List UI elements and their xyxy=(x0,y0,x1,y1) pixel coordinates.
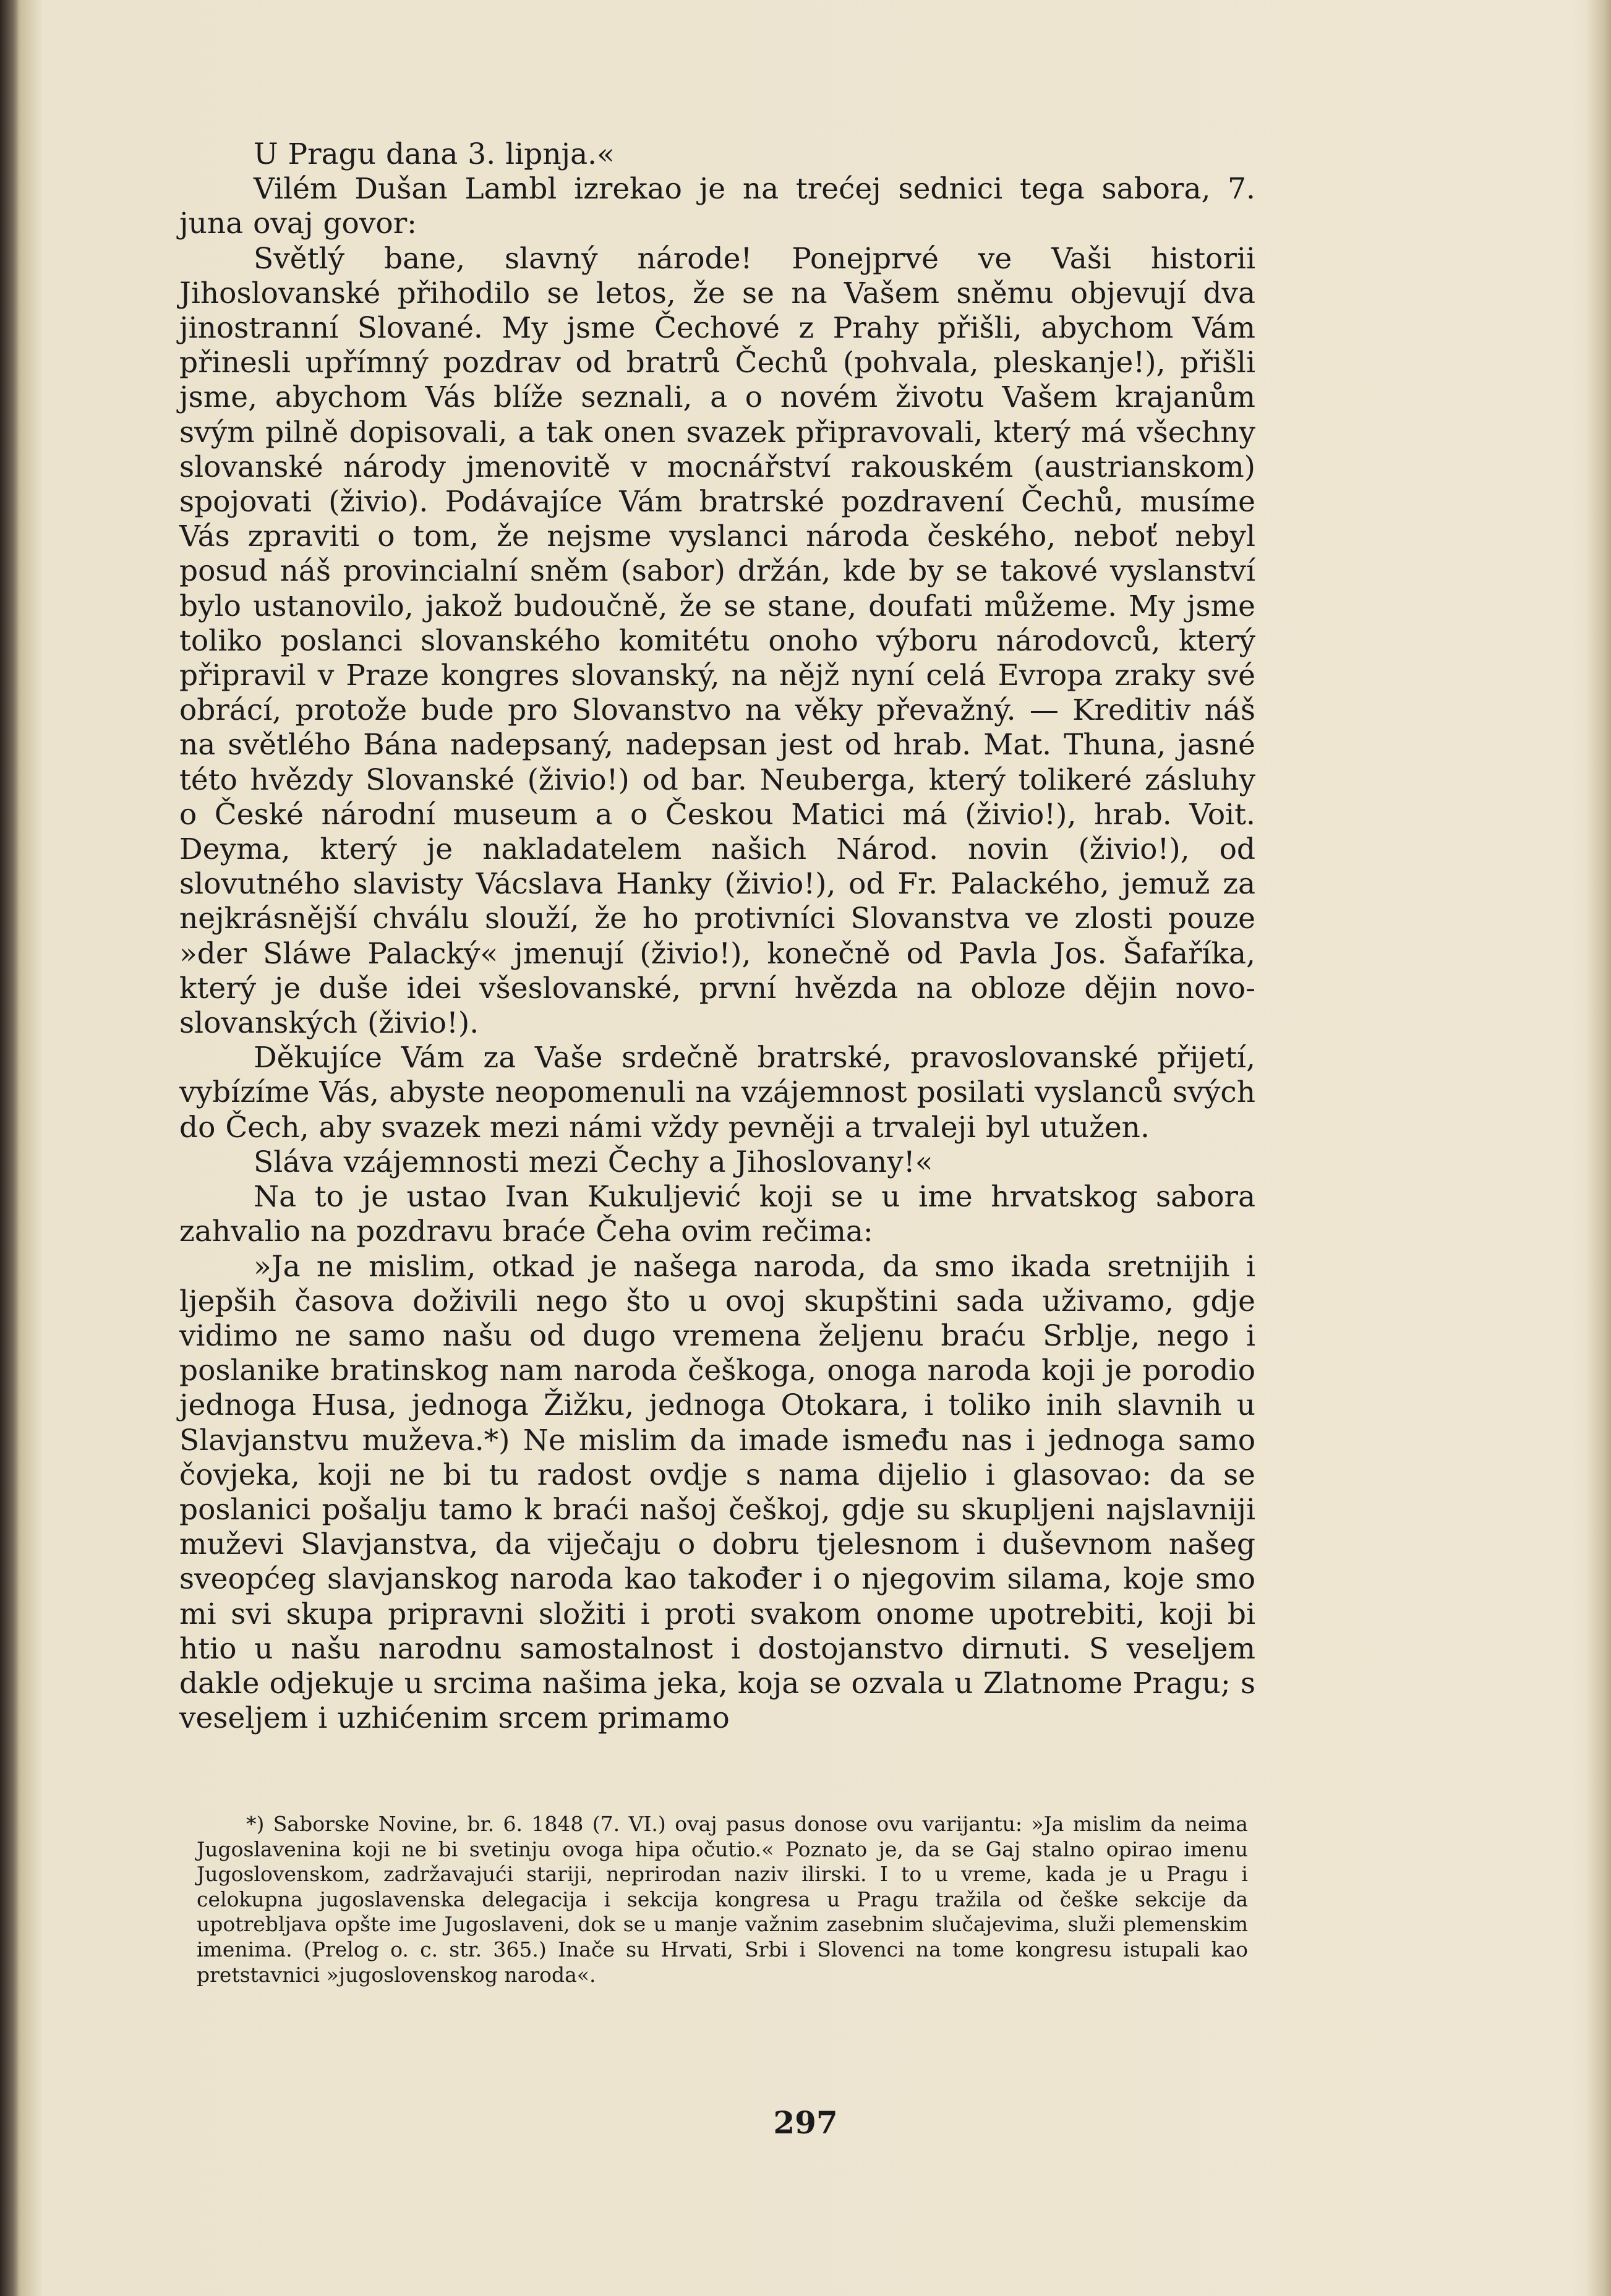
paragraph-dateline: U Pragu dana 3. lipnja.« xyxy=(254,137,615,171)
paragraph-kukuljevic-intro: Na to je ustao Ivan Kukuljević koji se u ime hrvatskog sabora zahvalio na pozdravu braće Čeha ovim rečima: xyxy=(179,1180,1255,1249)
book-binding-edge xyxy=(0,0,19,2296)
page-right-edge xyxy=(1586,0,1611,2296)
paragraph-thanks: Děkujíce Vám za Vaše srdečně bratrské, pravoslovanské přijetí, vybízíme Vás, abyste neopomenuli na vzájemnost posilati vyslanců svých do Čech, aby svazek mezi námi vždy pevněji a trvaleji byl utužen. xyxy=(179,1041,1255,1145)
paragraph-slava: Sláva vzájemnosti mezi Čechy a Jihoslovany!« xyxy=(254,1145,933,1179)
footnote: *) Saborske Novine, br. 6. 1848 (7. VI.) ovaj pasus donose ovu varijantu: »Ja mislim da neima Jugoslavenina koji ne bi svetinju ovoga hipa očutio.« Poznato je, da se Gaj stalno opirao imenu Jugoslovenskom, zadržavajući stariji, neprirodan naziv ilirski. I to u vreme, kada je u Pragu i celokupna jugoslavenska delegacija i sekcija kongresa u Pragu tražila od češke sekcije da upotrebljava opšte ime Jugoslaveni, dok se u manje važnim zasebnim slučajevima, služi plemenskim imenima. (Prelog o. c. str. 365.) Inače su Hrvati, Srbi i Slovenci na tome kongresu istupali kao pretstavnici »jugoslovenskog naroda«. xyxy=(197,1812,1248,1987)
main-text xyxy=(179,137,1255,1736)
page-number: 297 xyxy=(773,2104,838,2141)
paragraph-lambl-speech: Světlý bane, slavný národe! Ponejprvé ve Vaši historii Jihoslovanské přihodilo se letos, že se na Vašem sněmu objevují dva jinostranní Slované. My jsme Čechové z Prahy přišli, abychom Vám přinesli upřímný pozdrav od bratrů Čechů (pohvala, pleskanje!), přišli jsme, abychom Vás blíže seznali, a o novém životu Vašem krajanům svým pilně dopisovali, a tak onen svazek připravovali, který má všechny slovanské národy jmenovitě v mocnářství rakouském (austrianskom) spojovati (živio). Podávajíce Vám bratrské pozdravení Čechů, musíme Vás zpraviti o tom, že nejsme vyslanci národa českého, neboť nebyl posud náš provincialní sněm (sabor) držán, kde by se takové vyslanství bylo ustanovilo, jakož budoučně, že se stane, doufati můžeme. My jsme toliko poslanci slovanského komitétu onoho výboru národovců, který připravil v Praze kongres slovanský, na nějž nyní celá Evropa zraky své obrácí, protože bude pro Slovanstvo na věky převažný. — Kreditiv náš na světlého Bána nadepsaný, nadepsan jest od hrab. Mat. Thuna, jasné této hvězdy Slovanské (živio!) od bar. Neuberga, který tolikeré zásluhy o České národní museum a o Českou Matici má (živio!), hrab. Voit. Deyma, který je nakladatelem našich Nár​od. novin (živio!), od slovutného slavisty Vácslava Hanky (živio!), od Fr. Palackého, jemuž za nejkrásnější chválu slouží, že ho protivníci Slovanstva ve zlosti pouze »der Sláwe Palacký« jmenují (živio!), konečně od Pavla Jos. Šafaříka, který je duše idei všeslovanské, první hvězda na obloze dějin novo-slovanských (živio!). xyxy=(179,241,1255,1041)
paragraph-kukuljevic-speech: »Ja ne mislim, otkad je našega naroda, da smo ikada sretnijih i ljepših časova doživili nego što u ovoj skupštini sada uživamo, gdje vidimo ne samo našu od dugo vremena željenu braću Srblje, nego i poslanike bratinskog nam naroda češkoga, onoga naroda koji je porodio jednoga Husa, jednoga Žižku, jednoga Otokara, i toliko inih slavnih u Slavjanstvu muževa.*) Ne mislim da imade ismeđu nas i jednoga samo čovjeka, koji ne bi tu radost ovdje s nama dijelio i glasovao: da se poslanici pošalju tamo k braći našoj češkoj, gdje su skupljeni najslavniji muževi Slavjanstva, da viječaju o dobru tjelesnom i duševnom našeg sveopćeg slavjanskog naroda kao također i o njegovim silama, koje smo mi svi skupa pripravni složiti i proti svakom onome upotrebiti, koji bi htio u našu narodnu samostalnost i dostojanstvo dirnuti. S veseljem dakle odjekuje u srcima našima jeka, koja se ozvala u Zlatnome Pragu; s veseljem i uzhićenim srcem primamo xyxy=(179,1249,1255,1736)
footnote-section xyxy=(197,1812,1248,1987)
paragraph-lambl-intro: Vilém Dušan Lambl izrekao je na trećej sednici tega sabora, 7. juna ovaj govor: xyxy=(179,172,1255,241)
